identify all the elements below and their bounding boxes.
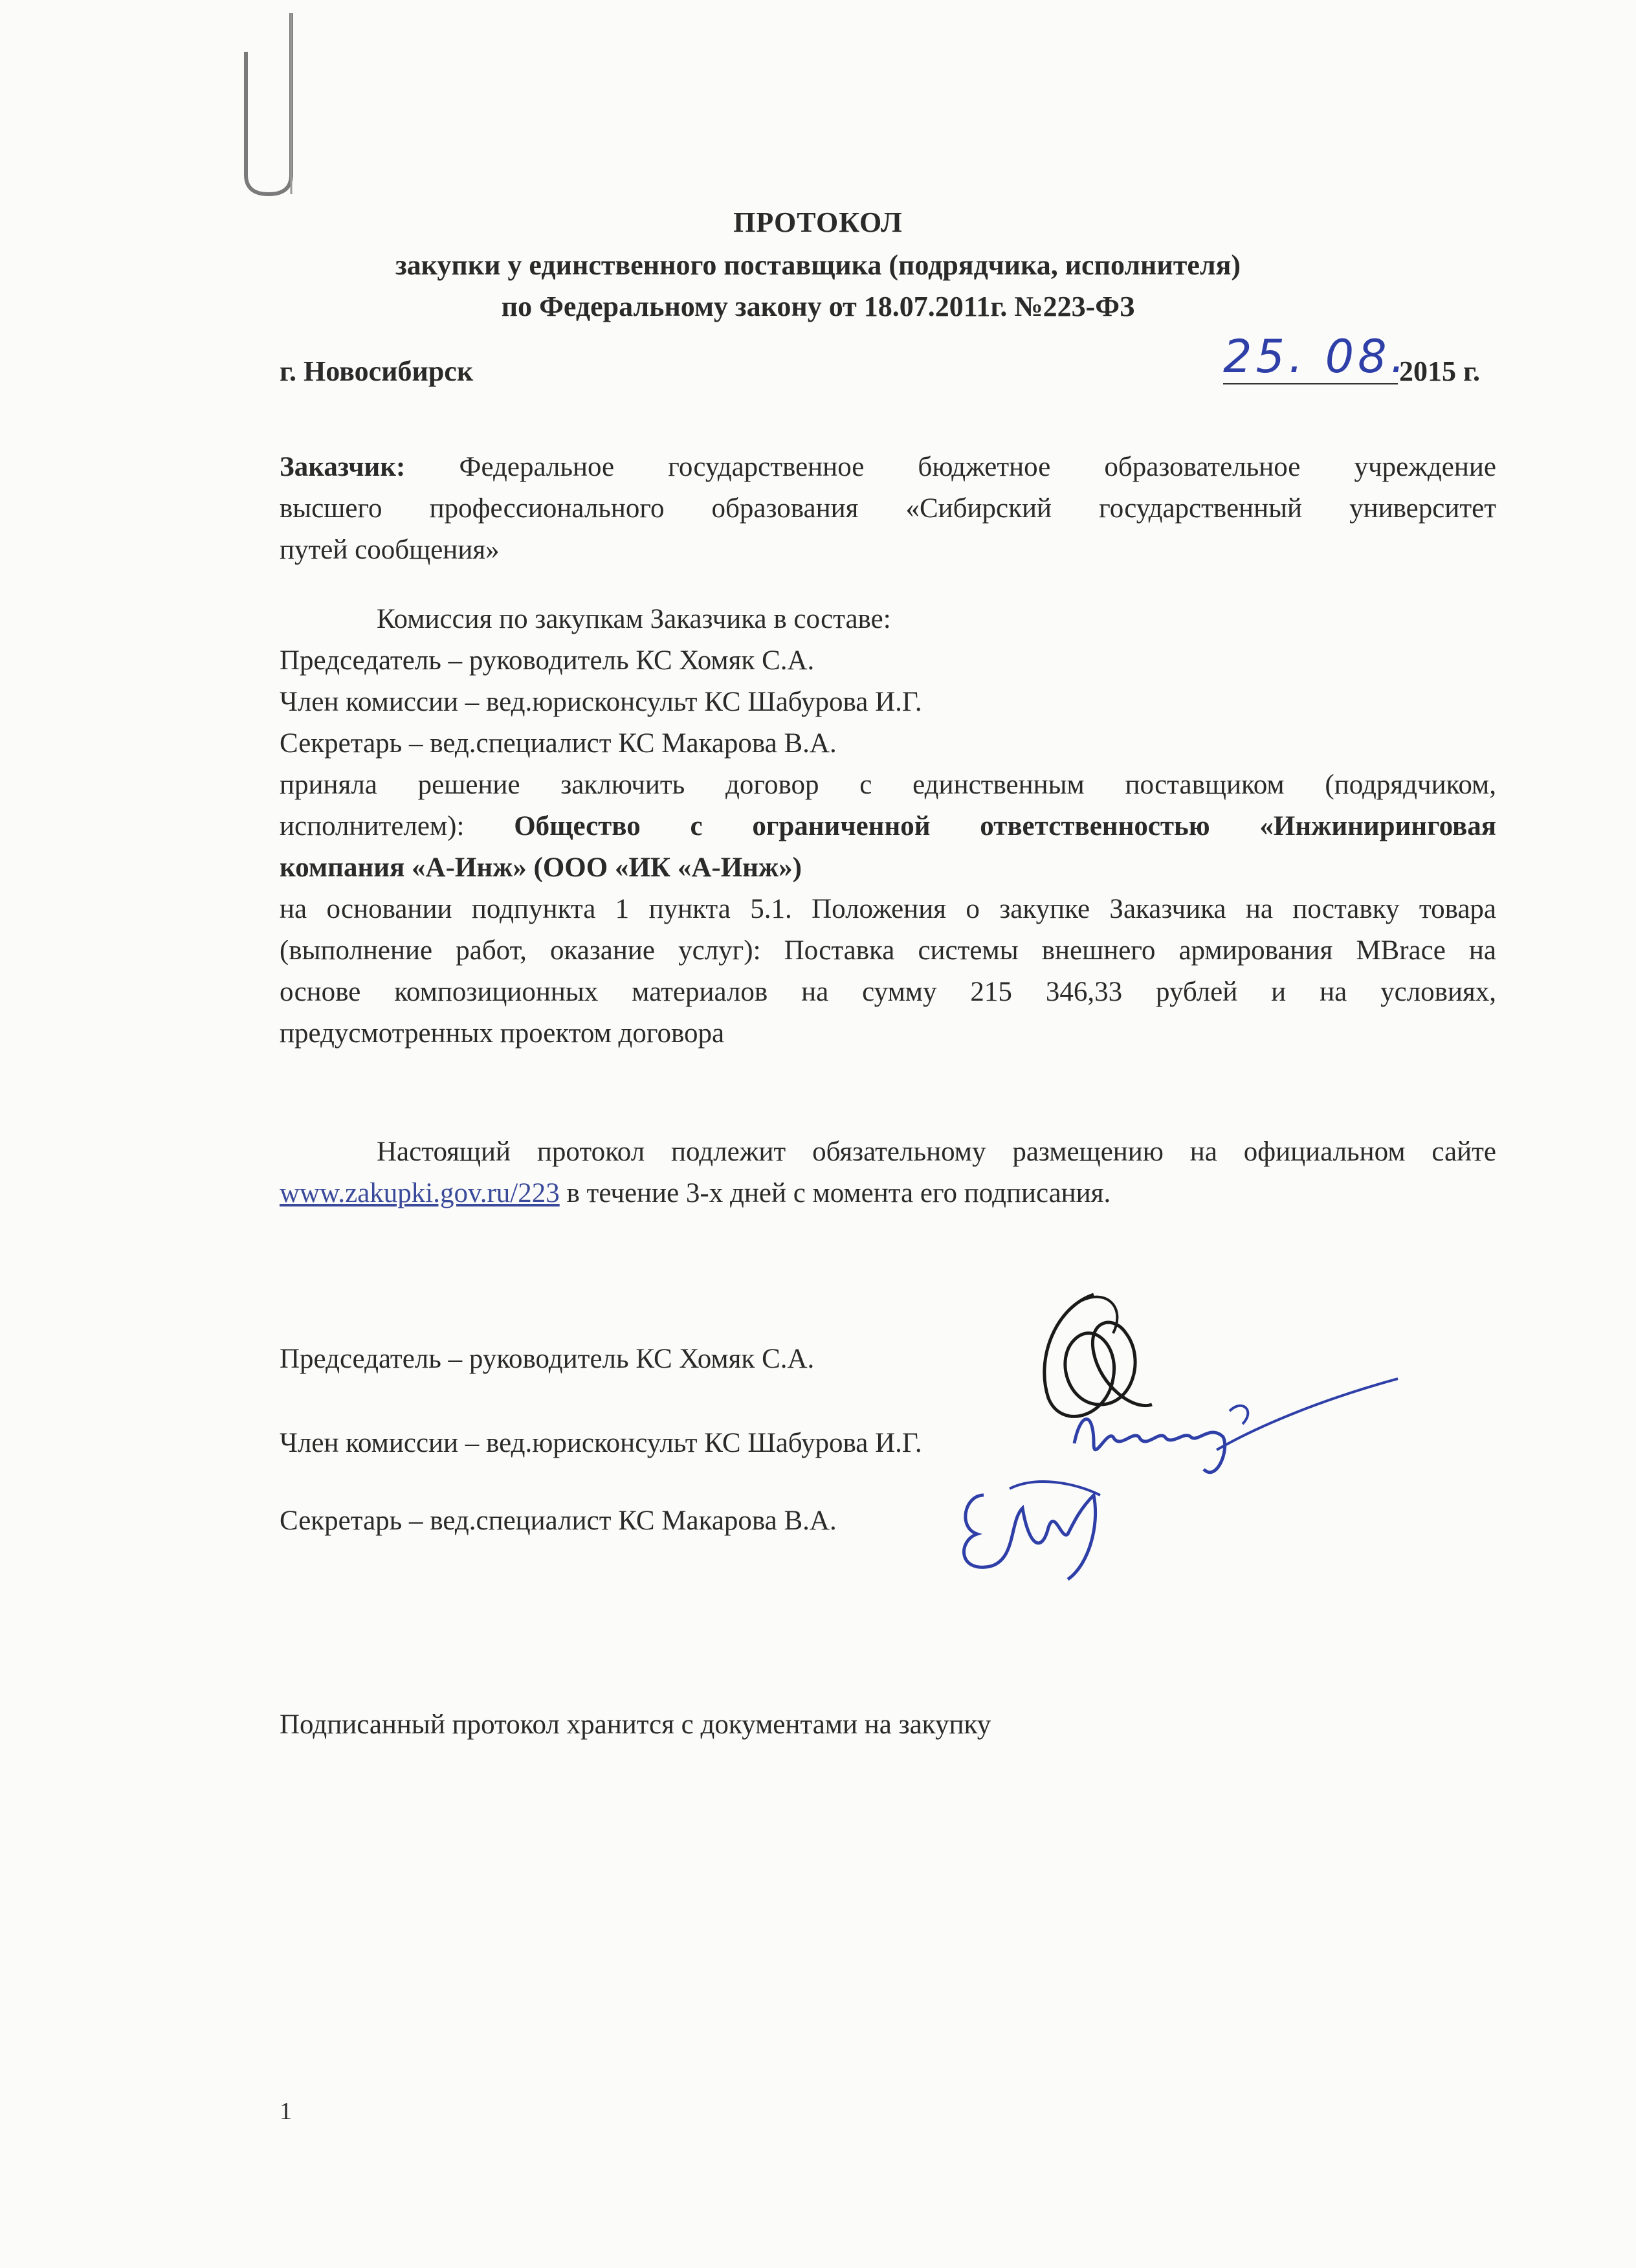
customer-line1: Заказчик: Федеральное государственное бюджетное образовательное учреждение bbox=[280, 452, 1496, 482]
notice-paragraph bbox=[280, 1131, 1496, 1214]
customer-line3: путей сообщения» bbox=[280, 535, 500, 565]
supplier-line3: компания «А-Инж» (ООО «ИК «А-Инж») bbox=[280, 852, 802, 883]
customer-label: Заказчик: bbox=[280, 452, 406, 482]
basis-line4: предусмотренных проектом договора bbox=[280, 1018, 725, 1049]
commission-paragraph bbox=[280, 599, 1496, 1054]
secretary-signature-icon bbox=[945, 1469, 1113, 1586]
document-title: ПРОТОКОЛ bbox=[733, 206, 903, 238]
commission-member: Член комиссии – вед.юрисконсульт КС Шабурова И.Г. bbox=[280, 687, 922, 717]
basis-line3: основе композиционных материалов на сумму 215 346,33 рублей и на условиях, bbox=[280, 977, 1496, 1007]
basis-line1: на основании подпункта 1 пункта 5.1. Положения о закупке Заказчика на поставку товара bbox=[280, 894, 1496, 924]
document-subtitle-line2: по Федеральному закону от 18.07.2011г. №223-ФЗ bbox=[501, 291, 1135, 322]
document-date bbox=[1223, 330, 1495, 388]
member-signature-icon bbox=[1068, 1372, 1404, 1502]
signature-chair-label: Председатель – руководитель КС Хомяк С.А. bbox=[280, 1344, 815, 1374]
supplier-name: Общество с ограниченной ответственностью «Инжиниринговая bbox=[514, 811, 1496, 841]
page-number: 1 bbox=[280, 2098, 292, 2125]
footer-note: Подписанный протокол хранится с документами на закупку bbox=[280, 1709, 991, 1740]
customer-paragraph bbox=[280, 447, 1496, 571]
commission-secretary: Секретарь – вед.специалист КС Макарова В.А. bbox=[280, 728, 837, 759]
notice-line2: www.zakupki.gov.ru/223 в течение 3-х дней с момента его подписания. bbox=[280, 1178, 1111, 1208]
signature-secretary-label: Секретарь – вед.специалист КС Макарова В.А. bbox=[280, 1506, 837, 1536]
city: г. Новосибирск bbox=[280, 355, 474, 387]
handwritten-date: 25. 08. bbox=[1223, 330, 1409, 383]
signature-member-label: Член комиссии – вед.юрисконсульт КС Шабурова И.Г. bbox=[280, 1428, 922, 1458]
notice-line1: Настоящий протокол подлежит обязательному размещению на официальном сайте bbox=[377, 1137, 1496, 1167]
document-subtitle-line1: закупки у единственного поставщика (подрядчика, исполнителя) bbox=[395, 249, 1241, 281]
commission-chair: Председатель – руководитель КС Хомяк С.А. bbox=[280, 645, 815, 676]
decision-line2: исполнителем): Общество с ограниченной ответственностью «Инжиниринговая bbox=[280, 811, 1496, 841]
customer-line2: высшего профессионального образования «Сибирский государственный университет bbox=[280, 493, 1496, 524]
basis-line2: (выполнение работ, оказание услуг): Поставка системы внешнего армирования MBrace на bbox=[280, 935, 1496, 966]
zakupki-link[interactable]: www.zakupki.gov.ru/223 bbox=[280, 1178, 560, 1208]
date-underline bbox=[1223, 383, 1398, 384]
commission-intro: Комиссия по закупкам Заказчика в составе: bbox=[377, 604, 891, 634]
paperclip-icon bbox=[233, 0, 330, 207]
decision-line1: приняла решение заключить договор с единственным поставщиком (подрядчиком, bbox=[280, 770, 1496, 800]
date-year: 2015 г. bbox=[1399, 355, 1481, 387]
